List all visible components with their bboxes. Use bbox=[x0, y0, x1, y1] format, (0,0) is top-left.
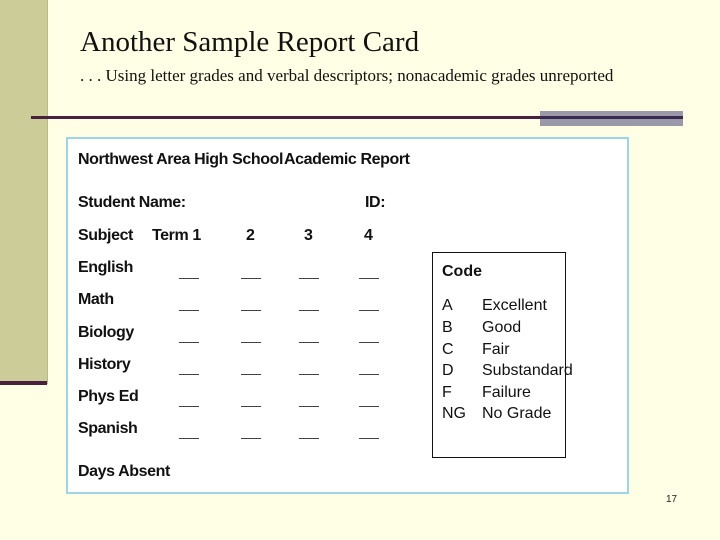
grade-blank bbox=[179, 310, 199, 311]
grade-blank bbox=[299, 310, 319, 311]
code-entry bbox=[442, 384, 531, 402]
grade-blank bbox=[299, 406, 319, 407]
code-desc: No Grade bbox=[482, 405, 552, 422]
code-desc: Substandard bbox=[482, 362, 573, 379]
page-number: 17 bbox=[666, 494, 678, 505]
grade-blank bbox=[359, 278, 379, 279]
school-name: Northwest Area High School bbox=[78, 151, 284, 168]
student-name-label: Student Name: bbox=[78, 194, 186, 211]
term-header-3: 3 bbox=[304, 227, 313, 244]
code-grade: C bbox=[442, 341, 454, 358]
code-desc: Good bbox=[482, 319, 522, 336]
code-grade: B bbox=[442, 319, 453, 336]
grade-blank bbox=[359, 342, 379, 343]
term-header-2: 2 bbox=[246, 227, 255, 244]
divider-accent-line bbox=[540, 116, 683, 119]
grade-blank bbox=[179, 374, 199, 375]
grade-blank bbox=[179, 438, 199, 439]
grade-blank bbox=[179, 342, 199, 343]
grade-blank bbox=[359, 438, 379, 439]
grade-blank bbox=[241, 406, 261, 407]
slide-title: Another Sample Report Card bbox=[80, 26, 420, 58]
grade-blank bbox=[299, 374, 319, 375]
code-grade: D bbox=[442, 362, 454, 379]
grade-blank bbox=[179, 278, 199, 279]
subject-history: History bbox=[78, 356, 131, 373]
days-absent-label: Days Absent bbox=[78, 463, 170, 480]
code-entry bbox=[442, 405, 551, 423]
term-header-4: 4 bbox=[364, 227, 373, 244]
grade-blank bbox=[359, 406, 379, 407]
grade-blank bbox=[241, 438, 261, 439]
grade-blank bbox=[241, 310, 261, 311]
id-label: ID: bbox=[365, 194, 386, 211]
title-divider bbox=[31, 116, 542, 119]
code-desc: Failure bbox=[482, 384, 531, 401]
slide-side-bar bbox=[0, 0, 48, 384]
code-grade: NG bbox=[442, 405, 466, 422]
subject-math: Math bbox=[78, 291, 114, 308]
grade-blank bbox=[241, 278, 261, 279]
code-entry bbox=[442, 362, 573, 380]
report-card-image bbox=[66, 137, 629, 494]
code-grade: F bbox=[442, 384, 452, 401]
grade-blank bbox=[299, 278, 319, 279]
slide-side-accent bbox=[0, 381, 47, 385]
code-grade: A bbox=[442, 297, 453, 314]
subject-english: English bbox=[78, 259, 133, 276]
code-entry bbox=[442, 341, 510, 359]
code-entry bbox=[442, 319, 521, 337]
grade-blank bbox=[241, 374, 261, 375]
grade-blank bbox=[359, 310, 379, 311]
grade-blank bbox=[241, 342, 261, 343]
report-title: Academic Report bbox=[284, 151, 410, 168]
slide-subtitle: . . . Using letter grades and verbal descriptors; nonacademic grades unreported bbox=[80, 66, 614, 85]
term-header-1: Term 1 bbox=[152, 227, 201, 244]
subject-phys-ed: Phys Ed bbox=[78, 388, 139, 405]
grade-code-legend bbox=[432, 252, 573, 458]
grade-blank bbox=[359, 374, 379, 375]
code-title: Code bbox=[442, 263, 482, 280]
grade-blank bbox=[179, 406, 199, 407]
subject-biology: Biology bbox=[78, 324, 134, 341]
code-desc: Excellent bbox=[482, 297, 547, 314]
code-entry bbox=[442, 297, 547, 315]
code-desc: Fair bbox=[482, 341, 510, 358]
subject-header: Subject bbox=[78, 227, 133, 244]
grade-blank bbox=[299, 438, 319, 439]
subject-spanish: Spanish bbox=[78, 420, 138, 437]
grade-blank bbox=[299, 342, 319, 343]
